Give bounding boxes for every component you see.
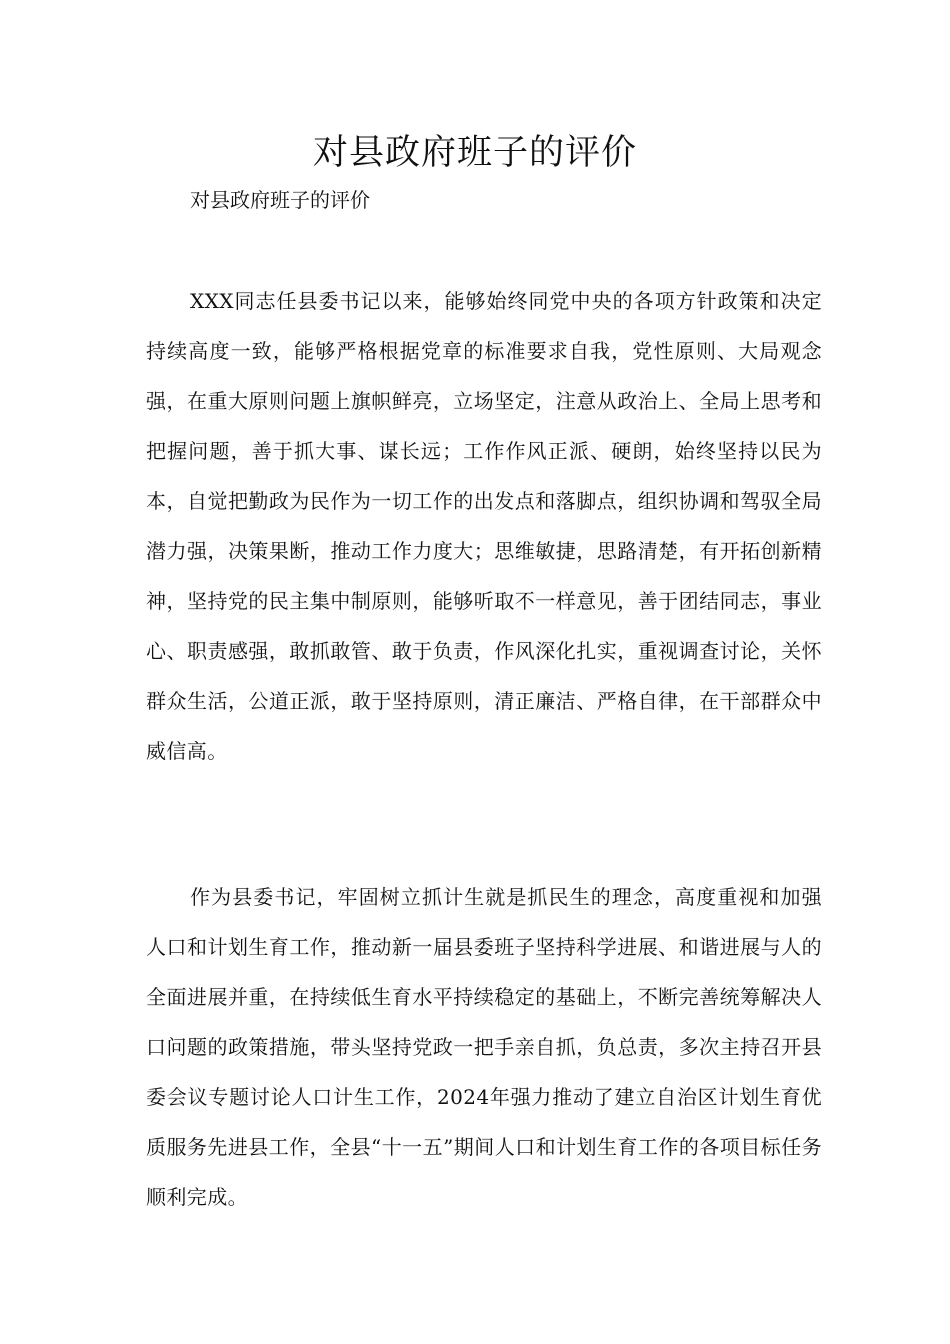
body-paragraph-2: 作为县委书记，牢固树立抓计生就是抓民生的理念，高度重视和加强人口和计划生育工作，推动新一届县委班子坚持科学进展、和谐进展与人的全面进展并重，在持续低生育水平持续稳定的基础上，不断完善统筹解决人口问题的政策措施，带头坚持党政一把手亲自抓，负总责，多次主持召开县委会议专题讨论人口计生工作，2024年强力推动了建立自治区计划生育优质服务先进县工作，全县“十一五”期间人口和计划生育工作的各项目标任务顺利完成。 [146, 885, 822, 1209]
document-subtitle: 对县政府班子的评价 [190, 188, 370, 212]
document-title: 对县政府班子的评价 [312, 133, 637, 173]
body-paragraph-1: XXX同志任县委书记以来，能够始终同党中央的各项方针政策和决定持续高度一致，能够严格根据党章的标准要求自我，党性原则、大局观念强，在重大原则问题上旗帜鲜亮，立场坚定，注意从政治上、全局上思考和把握问题，善于抓大事、谋长远；工作作风正派、硬朗，始终坚持以民为本，自觉把勤政为民作为一切工作的出发点和落脚点，组织协调和驾驭全局潜力强，决策果断，推动工作力度大；思维敏捷，思路清楚，有开拓创新精神，坚持党的民主集中制原则，能够听取不一样意见，善于团结同志，事业心、职责感强，敢抓敢管、敢于负责，作风深化扎实，重视调查讨论，关怀群众生活，公道正派，敢于坚持原则，清正廉洁、严格自律，在干部群众中威信高。 [146, 289, 822, 763]
